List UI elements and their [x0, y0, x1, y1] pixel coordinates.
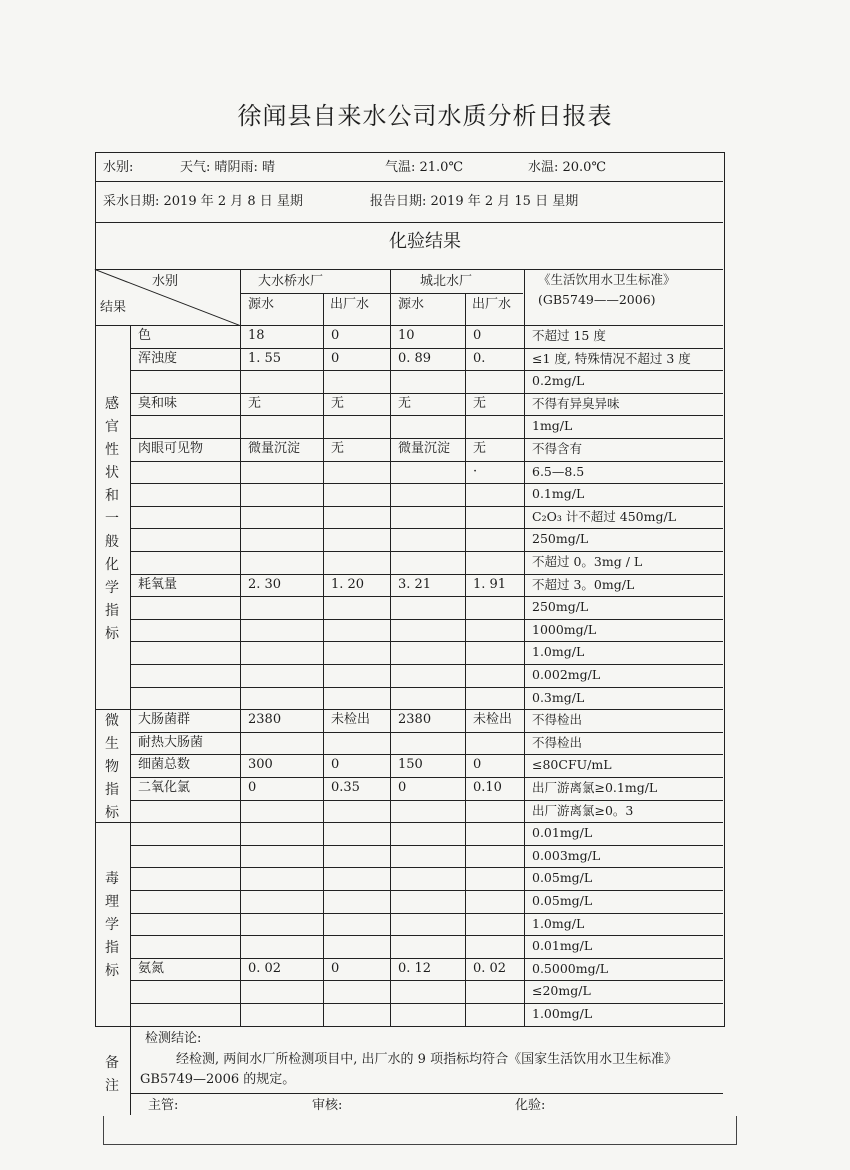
table-rule	[130, 641, 723, 642]
table-rule	[130, 958, 723, 959]
plant2-outlet-value: 无	[473, 441, 487, 456]
row-item-name: 耐热大肠菌	[138, 734, 204, 750]
table-rule	[130, 800, 723, 801]
standard-value: 出厂游离氯≥0.1mg/L	[532, 780, 658, 795]
standard-value: 不得检出	[532, 734, 583, 750]
standard-header-1: 《生活饮用水卫生标准》	[538, 272, 676, 287]
air-temp-text: 气温: 21.0℃	[385, 160, 464, 175]
row-item-name: 浑浊度	[138, 350, 178, 366]
plant1-source-value: 300	[248, 757, 273, 773]
corner-label-top: 水别	[152, 274, 179, 289]
plant1-source-value: 无	[248, 395, 262, 411]
standard-value: 0.05mg/L	[532, 870, 593, 886]
table-rule	[130, 551, 723, 552]
plant2-outlet-value: 0	[473, 757, 482, 773]
plant1-outlet-value: 无	[331, 441, 345, 456]
table-rule	[130, 596, 723, 597]
row-item-name: 臭和味	[138, 395, 178, 411]
table-rule	[130, 325, 131, 1115]
plant1-outlet-value: 0	[331, 350, 340, 366]
plant1-outlet-header: 出厂水	[330, 297, 370, 312]
row-item-name: 大肠菌群	[138, 712, 191, 728]
standard-value: 0.002mg/L	[532, 667, 601, 682]
table-rule	[130, 777, 723, 778]
plant1-header: 大水桥水厂	[258, 274, 324, 289]
standard-value: 0.3mg/L	[532, 689, 585, 705]
standard-value: 1mg/L	[532, 418, 573, 434]
table-rule	[130, 1093, 723, 1094]
plant2-source-value: 150	[398, 757, 423, 773]
table-rule	[95, 822, 723, 823]
plant2-source-value: 0. 12	[398, 960, 432, 976]
row-item-name: 二氧化氯	[138, 780, 191, 795]
plant1-source-value: 0	[248, 780, 257, 795]
plant2-source-value: 微量沉淀	[398, 441, 451, 456]
plant1-source-header: 源水	[248, 297, 275, 312]
supervisor-label: 主管:	[148, 1098, 179, 1113]
table-rule	[95, 709, 723, 710]
row-item-name: 细菌总数	[138, 757, 191, 773]
table-rule	[130, 980, 723, 981]
plant1-outlet-value: 1. 20	[331, 576, 365, 592]
table-rule	[465, 293, 466, 1026]
group-label-remark: 备注	[105, 1055, 119, 1094]
standard-value: 不超过 0。3mg / L	[532, 554, 643, 569]
plant2-source-value: 2380	[398, 712, 432, 728]
group-label-sensory: 感官性状和一般化学指标	[105, 395, 119, 642]
table-rule	[240, 293, 523, 294]
plant1-source-value: 18	[248, 328, 265, 343]
sampling-date-text: 采水日期: 2019 年 2 月 8 日 星期	[103, 194, 303, 209]
table-rule	[130, 415, 723, 416]
row-item-name: 氨氮	[138, 960, 165, 976]
plant2-outlet-value: 1. 91	[473, 576, 507, 592]
table-rule	[130, 506, 723, 507]
row-item-name: 色	[138, 328, 152, 343]
standard-value: 1.0mg/L	[532, 644, 585, 660]
table-rule	[130, 754, 723, 755]
table-rule	[130, 370, 723, 371]
standard-value: 1000mg/L	[532, 621, 597, 637]
table-rule	[130, 935, 723, 936]
standard-value: 0.2mg/L	[532, 373, 585, 389]
standard-value: ≤20mg/L	[532, 983, 591, 999]
standard-value: 1.00mg/L	[532, 1006, 593, 1021]
standard-value: C₂O₃ 计不超过 450mg/L	[532, 508, 677, 524]
table-rule	[95, 181, 723, 182]
reviewer-label: 审核:	[312, 1098, 343, 1113]
conclusion-text: 经检测, 两间水厂所检测项目中, 出厂水的 9 项指标均符合《国家生活饮用水卫生标准》GB5749—2006 的规定。	[140, 1052, 678, 1087]
table-rule	[130, 890, 723, 891]
table-rule	[130, 619, 723, 620]
table-rule	[130, 687, 723, 688]
plant2-source-value: 3. 21	[398, 576, 432, 592]
plant2-source-value: 10	[398, 328, 415, 343]
tester-label: 化验:	[515, 1098, 546, 1113]
plant2-source-value: 0. 89	[398, 350, 432, 366]
table-rule	[130, 867, 723, 868]
standard-value: 不超过 3。0mg/L	[532, 576, 635, 592]
standard-value: 0.01mg/L	[532, 938, 593, 954]
plant1-source-value: 1. 55	[248, 350, 282, 366]
plant1-source-value: 0. 02	[248, 960, 282, 976]
standard-value: 不得检出	[532, 712, 583, 728]
standard-value: 不得含有	[532, 441, 583, 456]
plant1-outlet-value: 0	[331, 757, 340, 773]
plant1-outlet-value: 0	[331, 328, 340, 343]
standard-value: 0.05mg/L	[532, 893, 593, 908]
row-item-name: 耗氧量	[138, 576, 178, 592]
report-date-text: 报告日期: 2019 年 2 月 15 日 星期	[370, 194, 579, 209]
report-title: 徐闻县自来水公司水质分析日报表	[237, 102, 613, 130]
table-rule	[130, 845, 723, 846]
water-type-label: 水别:	[103, 160, 134, 175]
weather-text: 天气: 晴阴雨: 晴	[180, 160, 276, 175]
standard-value: 250mg/L	[532, 531, 589, 547]
table-rule	[130, 438, 723, 439]
plant1-source-value: 2. 30	[248, 576, 282, 592]
plant1-outlet-value: 0.35	[331, 780, 360, 795]
standard-value: ≤1 度, 特殊情况不超过 3 度	[532, 350, 691, 366]
table-rule	[130, 664, 723, 665]
group-label-toxic: 毒理学指标	[105, 871, 119, 980]
corner-label-bottom: 结果	[100, 300, 127, 315]
standard-value: 250mg/L	[532, 599, 589, 615]
table-rule	[95, 325, 723, 326]
standard-value: 0.1mg/L	[532, 486, 585, 502]
standard-value: 1.0mg/L	[532, 915, 585, 931]
plant2-source-value: 0	[398, 780, 407, 795]
standard-value: ≤80CFU/mL	[532, 757, 612, 773]
plant2-outlet-header: 出厂水	[472, 297, 512, 312]
table-rule	[130, 528, 723, 529]
standard-value: 0.5000mg/L	[532, 960, 609, 976]
plant1-source-value: 2380	[248, 712, 282, 728]
plant2-header: 城北水厂	[420, 274, 473, 289]
plant1-outlet-value: 无	[331, 395, 345, 411]
plant2-outlet-value: 0.	[473, 350, 486, 366]
plant2-outlet-value: 0.10	[473, 780, 502, 795]
table-rule	[130, 348, 723, 349]
table-rule	[130, 913, 723, 914]
standard-value: 出厂游离氯≥0。3	[532, 802, 634, 818]
table-rule	[130, 483, 723, 484]
section-title: 化验结果	[389, 231, 461, 252]
table-rule	[130, 574, 723, 575]
standard-value: 6.5—8.5	[532, 463, 585, 479]
plant2-outlet-value: 无	[473, 395, 487, 411]
table-rule	[130, 393, 723, 394]
conclusion-label: 检测结论:	[145, 1031, 202, 1046]
group-label-micro: 微生物指标	[105, 713, 119, 822]
standard-value: 不得有异臭异味	[532, 395, 620, 411]
plant1-outlet-value: 未检出	[331, 712, 371, 728]
standard-value: 0.01mg/L	[532, 825, 593, 841]
plant2-source-value: 无	[398, 395, 412, 411]
plant1-source-value: 微量沉淀	[248, 441, 301, 456]
standard-value: 不超过 15 度	[532, 328, 606, 343]
plant2-outlet-value: ·	[473, 463, 478, 479]
standard-header-2: (GB5749——2006)	[538, 292, 656, 307]
table-rule	[130, 732, 723, 733]
water-temp-text: 水温: 20.0℃	[528, 160, 607, 175]
table-rule	[130, 461, 723, 462]
table-rule	[95, 222, 723, 223]
table-rule	[323, 293, 324, 1026]
standard-value: 0.003mg/L	[532, 847, 601, 863]
plant2-outlet-value: 0	[473, 328, 482, 343]
plant2-outlet-value: 未检出	[473, 712, 513, 728]
table-rule	[130, 1003, 723, 1004]
plant1-outlet-value: 0	[331, 960, 340, 976]
table-rule	[95, 1026, 723, 1027]
table-rule	[95, 269, 723, 270]
row-item-name: 肉眼可见物	[138, 441, 204, 456]
bottom-strip	[103, 1116, 737, 1145]
plant2-outlet-value: 0. 02	[473, 960, 507, 976]
plant2-source-header: 源水	[398, 297, 425, 312]
